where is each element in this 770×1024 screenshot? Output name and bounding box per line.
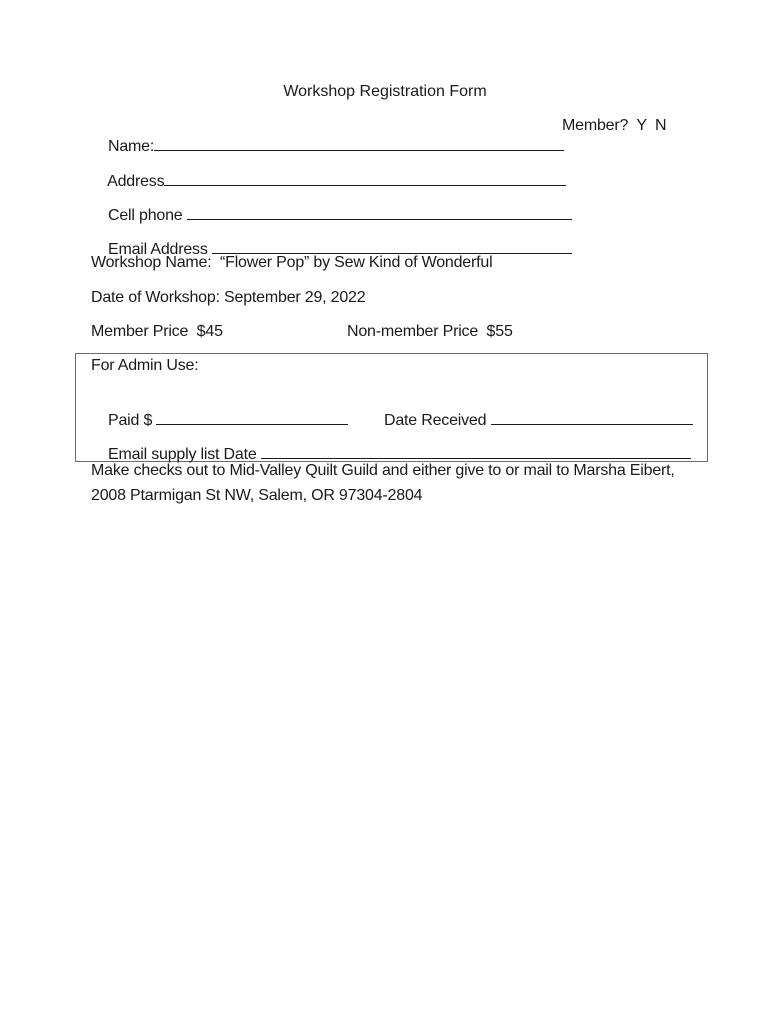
- date-received-label: Date Received: [383, 412, 491, 429]
- paid-field[interactable]: [156, 410, 348, 425]
- member-label: Member? Y N: [562, 117, 667, 134]
- name-label: Name:: [107, 138, 155, 155]
- email-supply-field[interactable]: [261, 444, 691, 459]
- workshop-date: Date of Workshop: September 29, 2022: [91, 289, 366, 306]
- address-label: Address: [107, 173, 165, 190]
- cell-field[interactable]: [187, 205, 572, 220]
- payment-instructions: Make checks out to Mid-Valley Quilt Guild and either give to or mail to Marsha Eibert, 2008 Ptarmigan St NW, Salem, OR 97304-2804: [91, 462, 675, 504]
- member-price: Member Price $45: [91, 323, 223, 340]
- cell-label: Cell phone: [107, 207, 187, 224]
- paid-label: Paid $: [107, 412, 157, 429]
- admin-heading: For Admin Use:: [91, 357, 199, 374]
- address-field[interactable]: [164, 171, 566, 186]
- form-title: Workshop Registration Form: [283, 83, 487, 100]
- workshop-name: Workshop Name: “Flower Pop” by Sew Kind of Wonderful: [91, 254, 493, 271]
- email-supply-label: Email supply list Date: [107, 446, 261, 463]
- nonmember-price: Non-member Price $55: [347, 323, 513, 340]
- email-label: Email Address: [107, 241, 212, 258]
- date-received-field[interactable]: [491, 410, 693, 425]
- name-field[interactable]: [154, 136, 564, 151]
- email-field[interactable]: [212, 239, 572, 254]
